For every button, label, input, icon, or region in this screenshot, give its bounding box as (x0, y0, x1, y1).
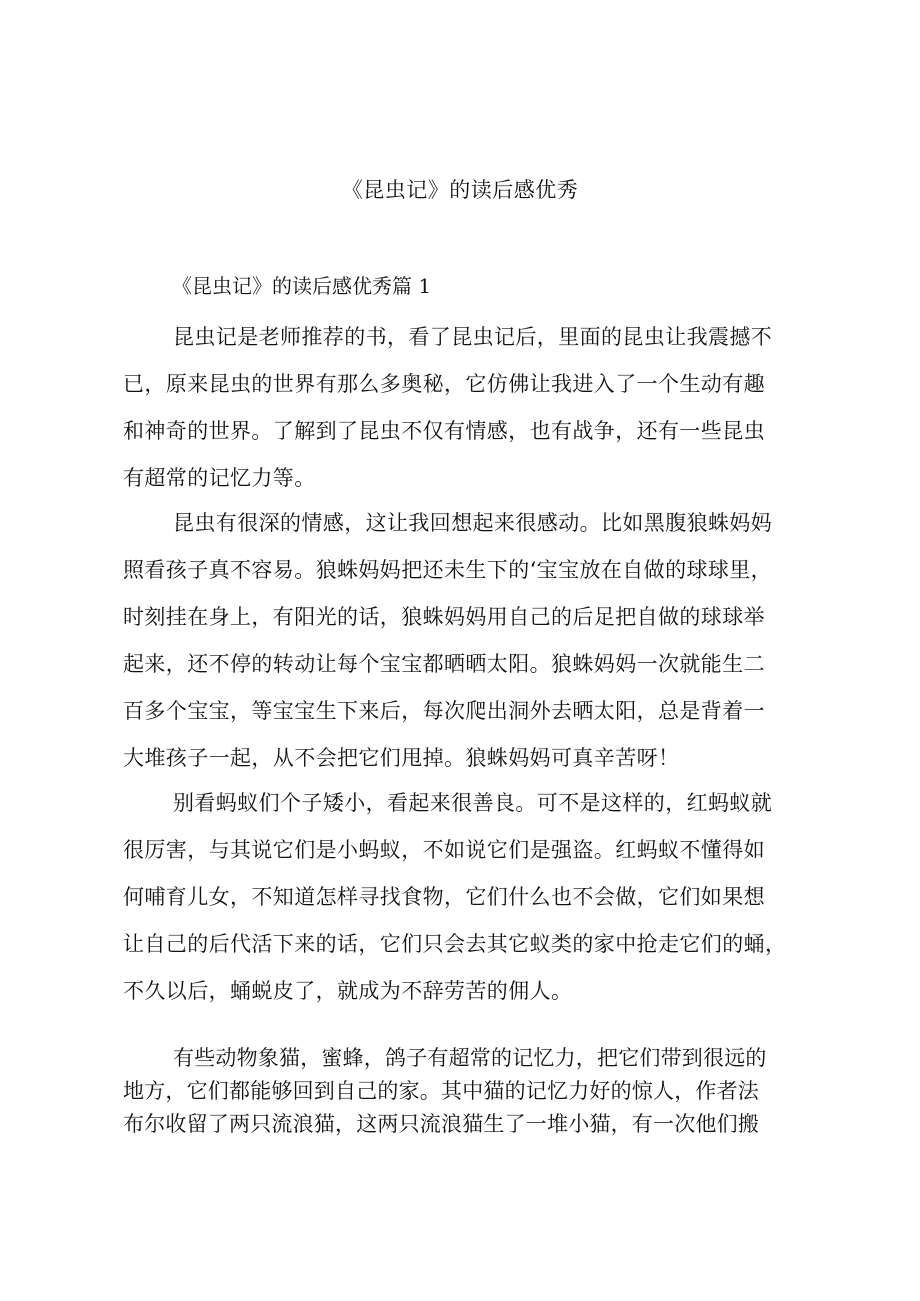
paragraph-line: 有超常的记忆力等。 (123, 466, 316, 490)
paragraph-line: 何哺育儿女，不知道怎样寻找食物，它们什么也不会做，它们如果想 (123, 885, 765, 909)
paragraph-line: 别看蚂蚁们个子矮小，看起来很善良。可不是这样的，红蚂蚁就 (173, 791, 773, 815)
paragraph-line: 很厉害，与其说它们是小蚂蚁，不如说它们是强盗。红蚂蚁不懂得如 (123, 838, 765, 862)
paragraph-2 (123, 500, 823, 782)
paragraph-line: 大堆孩子一起，从不会把它们甩掉。狼蛛妈妈可真辛苦呀！ (123, 746, 680, 770)
paragraph-4 (123, 1042, 823, 1141)
paragraph-line: 不久以后，蛹蜕皮了，就成为不辞劳苦的佣人。 (123, 979, 573, 1003)
paragraph-line: 昆虫有很深的情感，这让我回想起来很感动。比如黑腹狼蛛妈妈 (173, 511, 773, 535)
paragraph-line: 时刻挂在身上，有阳光的话，狼蛛妈妈用自己的后足把自做的球球举 (123, 605, 765, 629)
paragraph-line: 让自己的后代活下来的话，它们只会去其它蚁类的家中抢走它们的蛹， (123, 932, 787, 956)
paragraph-line: 布尔收留了两只流浪猫，这两只流浪猫生了一堆小猫，有一次他们搬 (123, 1112, 759, 1136)
paragraph-1 (123, 314, 823, 502)
paragraph-3 (123, 780, 823, 1015)
paragraph-line: 起来，还不停的转动让每个宝宝都晒晒太阳。狼蛛妈妈一次就能生二 (123, 652, 765, 676)
section-heading: 《昆虫记》的读后感优秀篇 1 (172, 274, 432, 298)
paragraph-line: 和神奇的世界。了解到了昆虫不仅有情感，也有战争，还有一些昆虫 (123, 419, 765, 443)
paragraph-line: 已，原来昆虫的世界有那么多奥秘，它仿佛让我进入了一个生动有趣 (123, 372, 765, 396)
document-title: 《昆虫记》的读后感优秀 (341, 178, 579, 202)
paragraph-line: 有些动物象猫，蜜蜂，鸽子有超常的记忆力，把它们带到很远的 (173, 1046, 767, 1070)
paragraph-line: 百多个宝宝，等宝宝生下来后，每次爬出洞外去晒太阳，总是背着一 (123, 699, 765, 723)
paragraph-line: 昆虫记是老师推荐的书，看了昆虫记后，里面的昆虫让我震撼不 (173, 325, 773, 349)
paragraph-line: 照看孩子真不容易。狼蛛妈妈把还未生下的‘宝宝放在自做的球球里， (123, 558, 773, 582)
paragraph-line: 地方，它们都能够回到自己的家。其中猫的记忆力好的惊人，作者法 (123, 1079, 759, 1103)
